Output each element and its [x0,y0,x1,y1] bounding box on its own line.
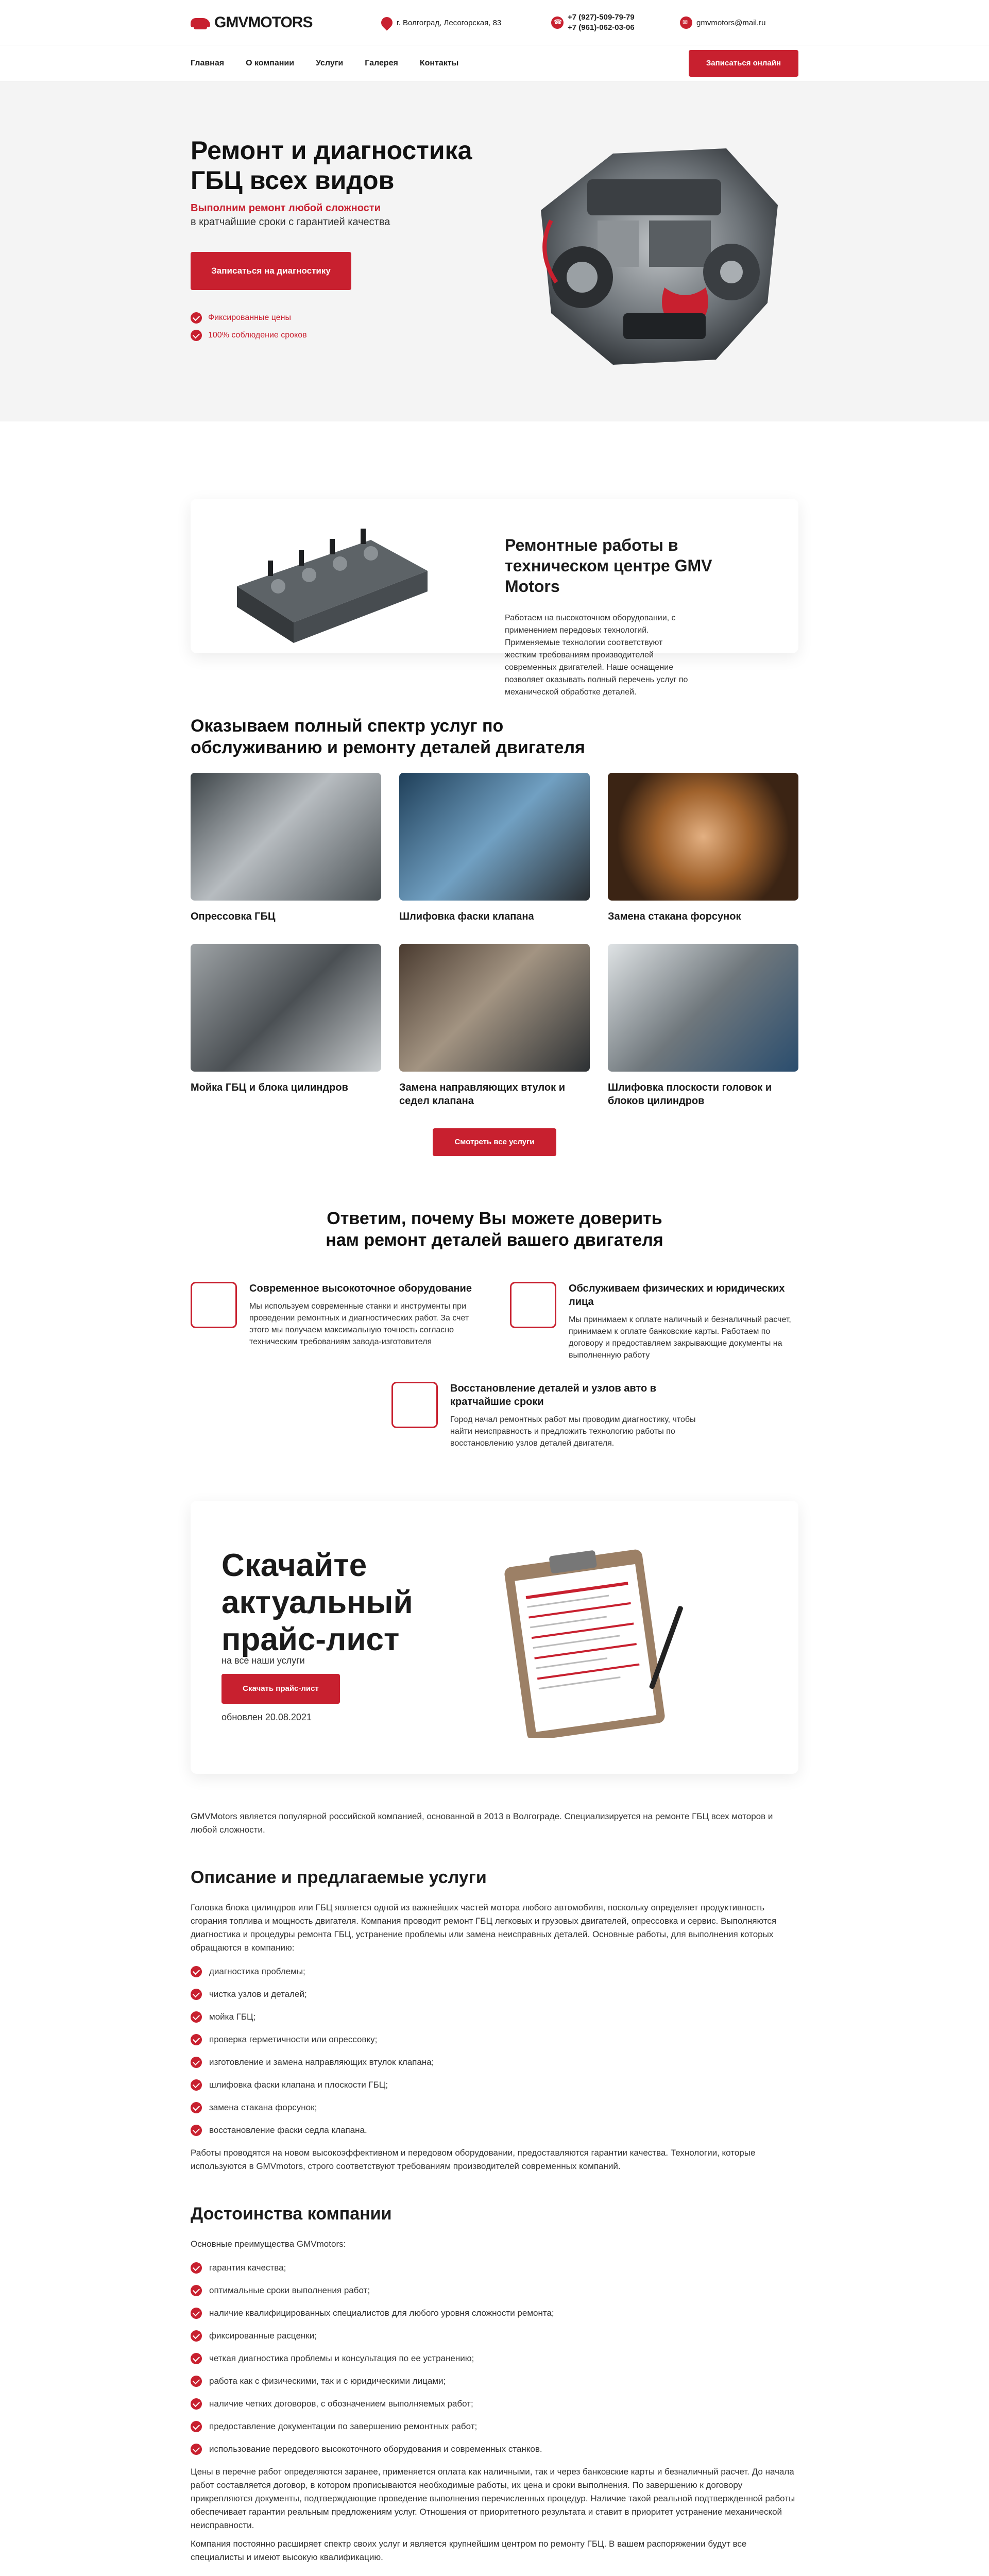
advantages-list [191,2261,798,2456]
check-icon [191,2353,202,2364]
car-logo-icon [191,18,210,27]
why-item: Современное высокоточное оборудование Мы используем современные станки и инструменты при проведении ремонтных и диагностических работ. За счет этого мы получаем максимальную точность согласно техническим требованиям завода-изготовителя [191,1282,479,1361]
check-icon [191,2285,202,2296]
list-item: использование передового высокоточного оборудования и современных станков. [191,2443,798,2456]
nav-services[interactable]: Услуги [316,59,344,67]
list-item: изготовление и замена направляющих втулок клапана; [191,2056,798,2069]
cylinder-head-image [216,509,438,658]
hero-subtitle-red: Выполним ремонт любой сложности [191,202,381,214]
download-price-button[interactable]: Скачать прайс-лист [221,1674,340,1704]
check-icon [191,2376,202,2387]
list-item: четкая диагностика проблемы и консультация по ее устранению; [191,2352,798,2365]
check-icon [191,1966,202,1977]
check-icon [191,312,202,324]
why-item: Обслуживаем физических и юридических лица Мы принимаем к оплате наличный и безналичный расчет, принимаем к оплате банковские карты. Работаем по договору и предоставляем закрывающие документы на выполненную работу [510,1282,798,1361]
check-icon [191,2057,202,2068]
main-nav [0,45,989,81]
list-item: мойка ГБЦ; [191,2010,798,2024]
nav-about[interactable]: О компании [246,59,295,67]
list-item: шлифовка фаски клапана и плоскости ГБЦ; [191,2078,798,2092]
about-title: Ремонтные работы в техническом центре GMV Motors [505,536,712,596]
list-item: фиксированные расценки; [191,2329,798,2343]
nav-home[interactable]: Главная [191,59,225,67]
check-icon [191,330,202,341]
list-item: восстановление фаски седла клапана. [191,2124,798,2137]
truck-icon [391,1382,438,1428]
text-content: GMVMotors является популярной российской компанией, основанной в 2013 в Волгограде. Специализируется на ремонте ГБЦ всех моторов и любой сложности. Описание и предлагаемые услуги Головка блока цилиндров или ГБЦ является одной из важнейших частей мотора любого автомобиля, поскольку определяет продуктивность сгорания топлива и мощность двигателя. Компания проводит ремонт ГБЦ легковых и грузовых двигателей, опрессовка и сервис. Выполняются диагностика и процедуры ремонта ГБЦ, устранение проблемы или замена неисправных деталей. Основные работы, для выполнения которых обращаются в компанию: диагностика проблемы; чистка узлов и деталей; мойка ГБЦ; проверка герметичности или опрессовку; изготовление и замена направляющих втулок клапана; шлифовка фаски клапана и плоскости ГБЦ; замена стакана форсунок; восстановление фаски седла клапана. Работы проводятся на новом высокоэффективном и передовом оборудовании, предоставляются гарантии качества. Технологии, которые используются в GMVmotors, строго соответствуют требованиям производителей современных компаний. Достоинства компании Основные преимущества GMVmotors: гарантия качества; оптимальные сроки выполнения работ; наличие квалифицированных специалистов для любого уровня сложности ремонта; фиксированные расценки; четкая диагностика проблемы и консультация по ее устранению; работа как с физическими, так и с юридическими лицами; наличие четких договоров, с обозначением выполняемых работ; предоставление документации по завершению ремонтных работ; использование передового высокоточного оборудования и современных станков. Цены в перечне работ определяются заранее, применяется оплата как наличными, так и через банковские карты и безналичный расчет. До начала работ составляется договор, в котором прописываются необходимые работы, их цена и сроки выполнения. По завершению к договору прикрепляются документы, подтверждающие проведение выполнения перечисленных процедур. Наличие такой реальной подтвержденной работы обеспечивает гарантии реальным предложениям услуг. Отношения от приоритетного результата и ставит в приоритет устранение механической неисправности. Компания постоянно расширяет спектр своих услуг и является крупнейшим центром по ремонту ГБЦ. В вашем распоряжении будут все специалисты и имеют высокую квалификацию. [191,1810,798,2576]
list-item: предоставление документации по завершению ремонтных работ; [191,2420,798,2433]
service-card[interactable]: Мойка ГБЦ и блока цилиндров [191,944,381,1108]
book-online-button[interactable]: Записаться онлайн [689,50,798,77]
check-icon [191,2079,202,2091]
services-title: Оказываем полный спектр услуг по обслуживанию и ремонту деталей двигателя [191,716,585,757]
list-item: проверка герметичности или опрессовку; [191,2033,798,2046]
hero-check-2: 100% соблюдение сроков [191,330,307,341]
services-list [191,1965,798,2137]
logo[interactable]: GMVMOTORS [191,14,381,31]
services-desc-title: Описание и предлагаемые услуги [191,1868,487,1887]
service-card[interactable]: Шлифовка фаски клапана [399,773,590,923]
list-item: замена стакана форсунок; [191,2101,798,2114]
hero-diagnostics-button[interactable]: Записаться на диагностику [191,252,351,290]
service-image [608,773,798,901]
address: г. Волгоград, Лесогорская, 83 [381,17,551,28]
mail-icon [680,16,692,29]
service-card[interactable]: Замена стакана форсунок [608,773,798,923]
clipboard-image [494,1542,701,1738]
phone-icon [551,16,564,29]
wallet-icon [510,1282,556,1328]
service-image [399,773,590,901]
price-updated: обновлен 20.08.2021 [221,1712,312,1722]
service-image [191,944,381,1072]
service-card[interactable]: Шлифовка плоскости головок и блоков цилиндров [608,944,798,1108]
check-icon [191,2262,202,2274]
check-icon [191,2421,202,2432]
why-title: Ответим, почему Вы можете доверить нам ремонт деталей вашего двигателя [326,1209,663,1250]
check-icon [191,2125,202,2136]
about-card [191,499,798,697]
check-icon [191,2444,202,2455]
advantages-title: Достоинства компании [191,2204,392,2224]
list-item: диагностика проблемы; [191,1965,798,1978]
why-section [191,1208,798,1449]
check-icon [191,2102,202,2113]
list-item: гарантия качества; [191,2261,798,2275]
check-icon [191,2034,202,2045]
service-image [399,944,590,1072]
list-item: чистка узлов и деталей; [191,1988,798,2001]
check-icon [191,2330,202,2342]
intro-text: GMVMotors является популярной российской компанией, основанной в 2013 в Волгограде. Специализируется на ремонте ГБЦ всех моторов и любой сложности. [191,1811,773,1835]
top-bar [0,0,989,45]
list-item: наличие четких договоров, с обозначением выполняемых работ; [191,2397,798,2411]
hero-check-1: Фиксированные цены [191,312,291,324]
service-image [608,944,798,1072]
why-item: Восстановление деталей и узлов авто в кратчайшие сроки Город начал ремонтных работ мы проводим диагностику, чтобы найти неисправность и предложить технологию работы по восстановлению узлов деталей двигателя. [391,1382,701,1449]
hero [0,81,989,421]
list-item: оптимальные сроки выполнения работ; [191,2284,798,2297]
nav-contacts[interactable]: Контакты [419,59,459,67]
about-text: Работаем на высокоточном оборудовании, с применением передовых технологий. Применяемые технологии соответствуют жестким требованиям производителей современных двигателей. Наше оснащение позволяет оказывать полный перечень услуг по механической обработке деталей. [505,614,688,697]
check-icon [191,1989,202,2000]
email[interactable]: ✉ gmvmotors@mail.ru [680,16,765,29]
price-title: Скачайте актуальный прайс-лист [221,1548,413,1657]
service-card[interactable]: Опрессовка ГБЦ [191,773,381,923]
price-card [191,1501,798,1774]
price-subtitle: на все наши услуги [221,1655,305,1666]
phones[interactable]: ☎ +7 (927)-509-79-79 +7 (961)-062-03-06 [551,12,680,33]
check-icon [191,2398,202,2410]
services-section [191,715,798,1156]
nav-gallery[interactable]: Галерея [365,59,398,67]
service-image [191,773,381,901]
map-pin-icon [379,14,395,30]
gears-icon [191,1282,237,1328]
check-icon [191,2011,202,2023]
check-icon [191,2308,202,2319]
list-item: наличие квалифицированных специалистов для любого уровня сложности ремонта; [191,2307,798,2320]
hero-subtitle: в кратчайшие сроки с гарантией качества [191,216,390,228]
hero-title: Ремонт и диагностика ГБЦ всех видов [191,136,472,195]
service-card[interactable]: Замена направляющих втулок и седел клапана [399,944,590,1108]
all-services-button[interactable]: Смотреть все услуги [433,1128,556,1156]
list-item: работа как с физическими, так и с юридическими лицами; [191,2375,798,2388]
engine-image [510,117,798,396]
